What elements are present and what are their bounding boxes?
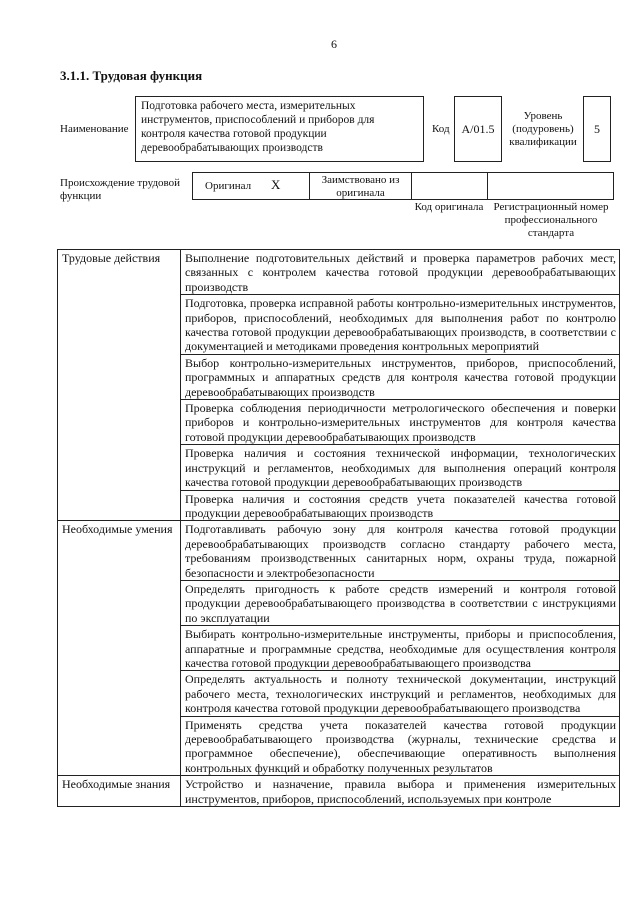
function-details-table <box>57 249 620 807</box>
section-title: Необходимые умения <box>58 521 181 776</box>
level-label: Уровень (подуровень) квалификации <box>509 110 577 148</box>
table-cell: Проверка соблюдения периодичности метрологического обеспечения и поверки приборов и контрольно-измерительных инструментов для контроля качества готовой продукции деревообрабатывающих производств <box>181 400 620 445</box>
level-box <box>583 96 611 162</box>
table-cell: Подготавливать рабочую зону для контроля качества готовой продукции деревообрабатывающих производств согласно стандарту рабочего места, требованиям производственных санитарных норм, охраны труда, пожарной безопасности и электробезопасности <box>181 521 620 581</box>
table-cell: Определять пригодность к работе средств измерений и контроля готовой продукции деревообрабатывающего производства в соответствии с инструкциями по эксплуатации <box>181 580 620 625</box>
table-row <box>58 250 620 295</box>
table-row <box>58 776 620 807</box>
code-box <box>454 96 502 162</box>
reg-number-caption: Регистрационный номер профессионального стандарта <box>493 201 609 239</box>
borrowed-label: Заимствовано из оригинала <box>321 174 400 199</box>
page-number: 6 <box>331 37 337 51</box>
original-cell <box>192 172 310 200</box>
function-name-value: Подготовка рабочего места, измерительных инструментов, приспособлений и приборов для контроля качества готовой продукции деревообрабатывающих производств <box>141 100 375 154</box>
table-cell: Применять средства учета показателей качества готовой продукции деревообрабатывающего производства (журналы, технические средства и программное обеспечение), обеспечивающие оперативность выполнения контрольных функций и обработку полученных результатов <box>181 716 620 776</box>
original-code-caption: Код оригинала <box>414 201 484 213</box>
reg-number-cell <box>487 172 614 200</box>
table-row <box>58 521 620 581</box>
level-value: 5 <box>594 121 600 136</box>
section-title: Необходимые знания <box>58 776 181 807</box>
original-mark: X <box>271 177 281 192</box>
table-cell: Выбор контрольно-измерительных инструментов, приборов, приспособлений, программных и аппаратных средств для контроля качества готовой продукции деревообрабатывающих производств <box>181 354 620 399</box>
original-label: Оригинал <box>205 180 252 192</box>
original-code-cell <box>411 172 488 200</box>
table-cell: Подготовка, проверка исправной работы контрольно-измерительных инструментов, приборов, приспособлений, необходимых для выполнения работ по контролю качества готовой продукции деревообрабатывающих производств, в соответствии с документацией и методиками проведения контрольных мероприятий <box>181 295 620 355</box>
section-heading: 3.1.1. Трудовая функция <box>60 68 203 83</box>
table-cell: Определять актуальность и полноту технической документации, инструкций рабочего места, технологических инструкций и регламентов, необходимых для контроля качества готовой продукции деревообрабатывающего производства <box>181 671 620 716</box>
name-label: Наименование <box>60 123 129 135</box>
table-cell: Проверка наличия и состояния технической информации, технологических инструкций и регламентов, необходимых для выполнения операций контроля качества готовой продукции деревообрабатывающих производств <box>181 445 620 490</box>
table-cell: Выполнение подготовительных действий и проверка параметров рабочих мест, связанных с контролем качества готовой продукции деревообрабатывающих производств <box>181 250 620 295</box>
code-value: А/01.5 <box>461 121 495 136</box>
section-title: Трудовые действия <box>58 250 181 521</box>
table-cell: Устройство и назначение, правила выбора и применения измерительных инструментов, приборов, приспособлений, используемых при контроле <box>181 776 620 807</box>
table-cell: Выбирать контрольно-измерительные инструменты, приборы и приспособления, аппаратные и программные средства, необходимые для осуществления контроля качества готовой продукции деревообрабатывающего производства <box>181 626 620 671</box>
origin-label: Происхождение трудовой функции <box>60 177 181 202</box>
borrowed-cell <box>309 172 412 200</box>
function-name-box <box>135 96 424 162</box>
table-cell: Проверка наличия и состояния средств учета показателей качества готовой продукции деревообрабатывающих производств <box>181 490 620 521</box>
code-label: Код <box>432 123 450 135</box>
